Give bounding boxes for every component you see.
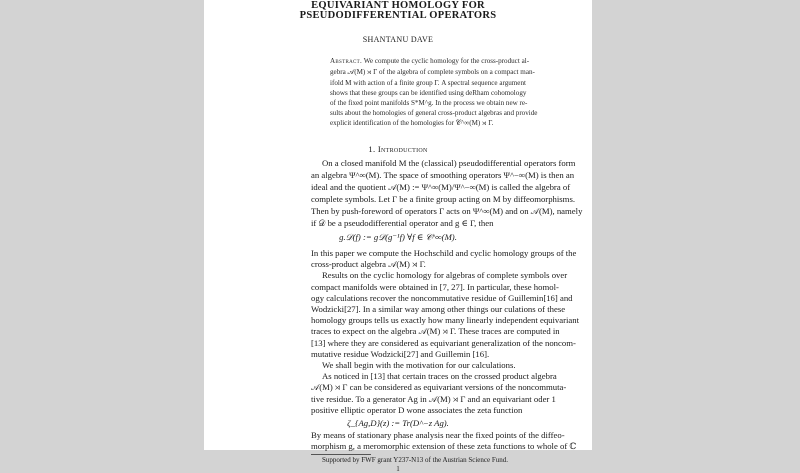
abstract-line: sults about the homologies of general cross-product algebras and provide bbox=[330, 109, 538, 117]
body-line: cross-product algebra 𝒜(M) ⋊ Γ. bbox=[311, 259, 426, 270]
abstract-line: explicit identification of the homologies for 𝒞^∞(M) ⋊ Γ. bbox=[330, 119, 494, 127]
body-line: positive elliptic operator D wone associates the zeta function bbox=[311, 404, 523, 415]
abstract-line-1 bbox=[330, 57, 529, 65]
body-line: In this paper we compute the Hochschild and cyclic homology groups of the bbox=[311, 248, 577, 258]
body-line: On a closed manifold M the (classical) pseudodifferential operators form bbox=[322, 158, 576, 168]
abstract-text: We compute the cyclic homology for the cross-product al- bbox=[363, 57, 530, 65]
author: SHANTANU DAVE bbox=[362, 35, 434, 44]
body-line: if 𝒟 be a pseudodifferential operator and g ∈ Γ, then bbox=[311, 218, 494, 228]
equation-2: ζ_{Ag,D}(z) := Tr(D^−z Ag). bbox=[347, 418, 449, 428]
abstract-line: of the fixed point manifolds S*M^g. In the process we obtain new re- bbox=[330, 99, 528, 107]
body-line: tive residue. To a generator Ag in 𝒜(M) ⋊ Γ and an equivariant oder 1 bbox=[311, 393, 556, 404]
abstract-line: ifold M with action of a finite group Γ. A spectral sequence argument bbox=[330, 79, 526, 87]
body-line: complete symbols. Let Γ be a finite group acting on M by diffeomorphisms. bbox=[311, 194, 575, 204]
body-line: 𝒜(M) ⋊ Γ can be considered as equivariant versions of the noncommuta- bbox=[311, 382, 567, 393]
page-number: 1 bbox=[396, 465, 400, 473]
body-line: Wodzicki[27]. In a similar way among other things our culations of these bbox=[311, 304, 566, 314]
body-line: an algebra Ψ^∞(M). The space of smoothing operators Ψ^−∞(M) is then an bbox=[311, 170, 575, 180]
paper-page bbox=[204, 0, 592, 473]
body-line: Results on the cyclic homology for algebras of complete symbols over bbox=[322, 270, 568, 281]
body-line: compact manifolds were obtained in [7, 27]. In particular, these homol- bbox=[311, 281, 559, 292]
abstract-line: gebra 𝒜(M) ⋊ Γ of the algebra of complete symbols on a compact man- bbox=[330, 68, 535, 76]
footnote: Supported by FWF grant Y237-N13 of the Austrian Science Fund. bbox=[322, 456, 508, 465]
body-line: morphism g, a meromorphic extension of these zeta functions to whole of ℂ bbox=[311, 441, 577, 452]
title-line-1: EQUIVARIANT HOMOLOGY FOR bbox=[311, 0, 485, 11]
abstract-line: shows that these groups can be identified using deRham cohomology bbox=[330, 89, 527, 97]
body-line: As noticed in [13] that certain traces on the crossed product algebra bbox=[322, 371, 557, 382]
body-line: mutative residue Wodzicki[27] and Guillemin [16]. bbox=[311, 348, 490, 359]
abstract-label: Abstract. bbox=[330, 57, 363, 65]
body-line: [13] where they are considered as equivariant generalization of the noncom- bbox=[311, 337, 576, 348]
footnote-rule bbox=[311, 454, 371, 455]
body-line: traces to expect on the algebra 𝒜(M) ⋊ Γ. These traces are computed in bbox=[311, 326, 560, 337]
body-line: ideal and the quotient 𝒜(M) := Ψ^∞(M)/Ψ^−∞(M) is called the algebra of bbox=[311, 182, 571, 192]
title-line-2: PSEUDODIFFERENTIAL OPERATORS bbox=[299, 10, 497, 21]
body-line: Then by push-foreword of operators Γ acts on Ψ^∞(M) and on 𝒜(M), namely bbox=[311, 206, 583, 216]
body-line: homology groups tells us exactly how many linearly independent equivariant bbox=[311, 315, 580, 326]
body-line: By means of stationary phase analysis near the fixed points of the diffeo- bbox=[311, 430, 565, 440]
body-line: We shall begin with the motivation for our calculations. bbox=[322, 360, 516, 370]
body-line: ogy calculations recover the noncommutative residue of Guillemin[16] and bbox=[311, 292, 573, 303]
section-heading: 1. Introduction bbox=[368, 144, 428, 154]
equation-1: g.𝒟(f) := g𝒟(g⁻¹f) ∀f ∈ 𝒞^∞(M). bbox=[339, 232, 457, 242]
